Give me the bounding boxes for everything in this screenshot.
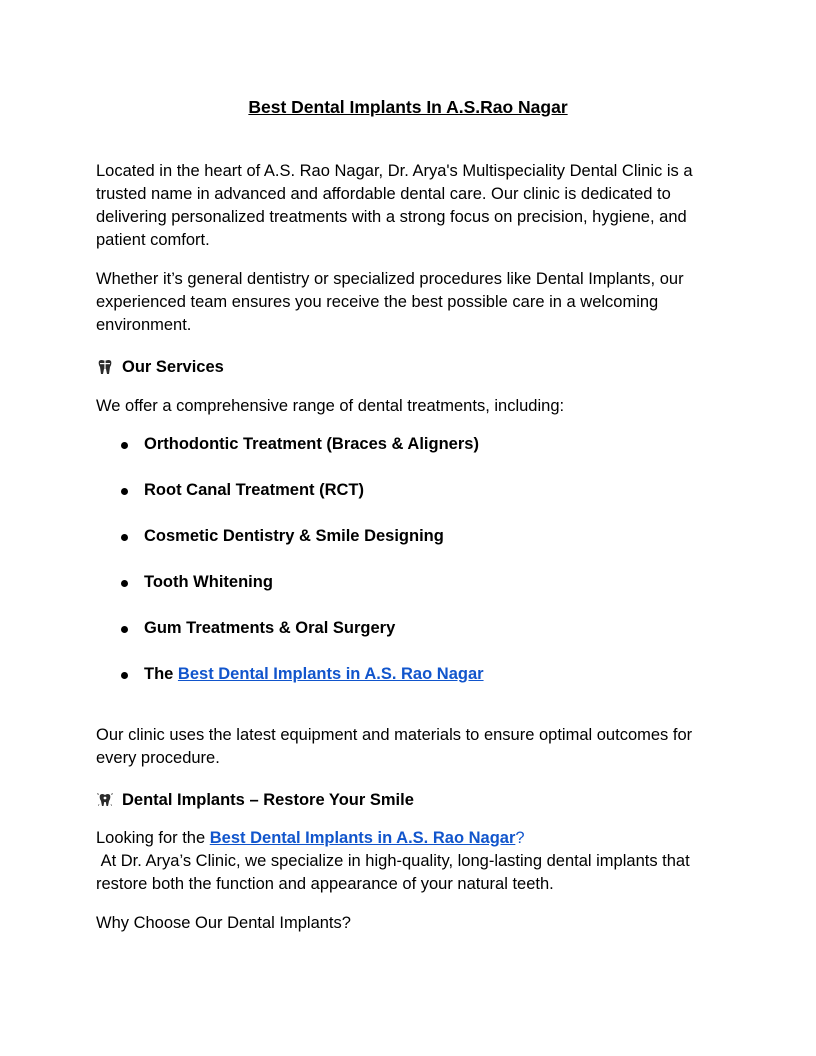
list-item [96,433,720,479]
bullet-icon [121,442,128,449]
list-item-label: Gum Treatments & Oral Surgery [144,619,396,637]
bullet-icon [121,672,128,679]
looking-prefix: Looking for the [96,829,210,847]
list-item-prefix: The [144,665,178,683]
services-outro: Our clinic uses the latest equipment and materials to ensure optimal outcomes for every procedure. [96,726,693,767]
best-implants-link[interactable]: Best Dental Implants in A.S. Rao Nagar [177,665,484,683]
list-item [96,525,720,571]
services-lead: We offer a comprehensive range of dental treatments, including: [96,397,565,415]
implants-paragraph [96,827,720,896]
list-item [96,479,720,525]
list-item [96,663,720,709]
list-item-label: Root Canal Treatment (RCT) [144,481,365,499]
bullet-icon [121,626,128,633]
bullet-icon [121,488,128,495]
services-heading-label: Our Services [122,358,224,376]
looking-suffix: ? [515,829,525,847]
bullet-icon [121,534,128,541]
list-item-label: Orthodontic Treatment (Braces & Aligners) [144,435,479,453]
sparkle-tooth-icon [96,791,114,809]
list-item-label: Cosmetic Dentistry & Smile Designing [144,527,444,545]
intro-paragraph-2: Whether it’s general dentistry or specialized procedures like Dental Implants, our experienced team ensures you receive the best possible care in a welcoming environment. [96,270,684,334]
services-heading [96,355,720,379]
list-item-label: Tooth Whitening [144,573,273,591]
services-list [96,433,720,709]
implants-heading-label: Dental Implants – Restore Your Smile [122,791,414,809]
why-choose-text: Why Choose Our Dental Implants? [96,914,351,932]
implants-heading [96,788,720,812]
bullet-icon [121,580,128,587]
best-implants-link-2[interactable]: Best Dental Implants in A.S. Rao Nagar [209,829,516,847]
list-item [96,571,720,617]
list-item [96,617,720,663]
implants-body: At Dr. Arya’s Clinic, we specialize in high-quality, long-lasting dental implants that restore both the function and appearance of your natural teeth. [96,852,695,893]
tooth-icon [96,358,114,376]
page-title: Best Dental Implants In A.S.Rao Nagar [248,97,568,117]
intro-paragraph-1: Located in the heart of A.S. Rao Nagar, Dr. Arya's Multispeciality Dental Clinic is a trusted name in advanced and affordable dental care. Our clinic is dedicated to delivering personalized treatments with a strong focus on precision, hygiene, and patient comfort. [96,162,693,249]
